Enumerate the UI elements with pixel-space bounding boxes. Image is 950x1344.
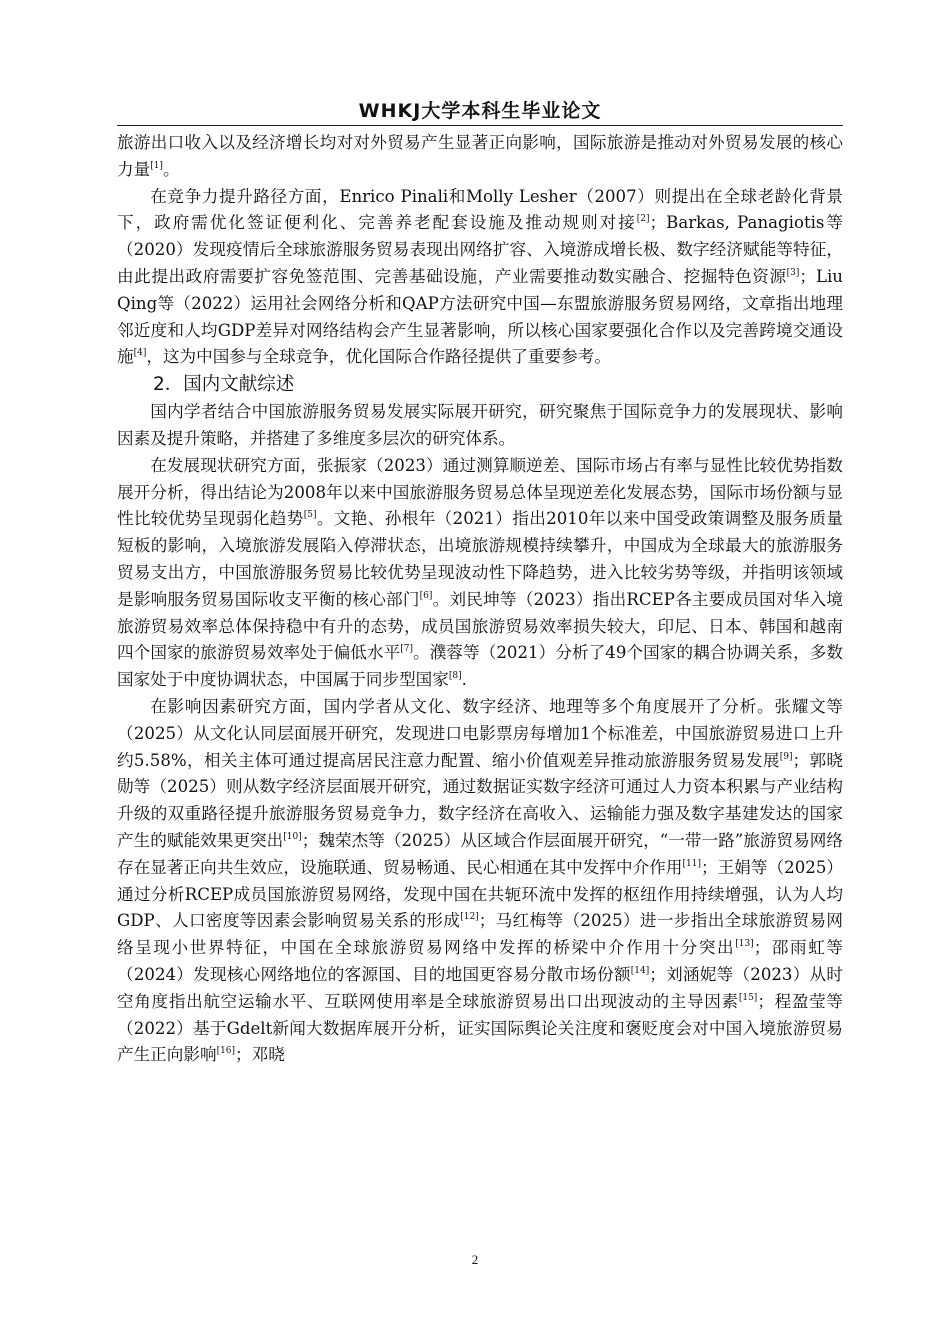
paragraph-text: ；邵雨虹等（2024）发现核心网络地位的客源国、目的地国更容易分散市场份额 [117,938,844,984]
paragraph-text: 。文艳、孙根年（2021）指出2010年以来中国受政策调整及服务质量短板的影响，入境旅游发展陷入停滞状态，出境旅游规模持续攀升，中国成为全球最大的旅游服务贸易支出方，中国旅游服务贸易比较优势呈现波动性下降趋势，进入比较劣势等级，并指明该领域是影响服务贸易国际收支平衡的核心部门 [117,509,843,609]
paragraph-text: ；程盈莹等（2022）基于Gdelt新闻大数据库展开分析，证实国际舆论关注度和褒贬度会对中国入境旅游贸易产生正向影响 [117,991,843,1065]
document-body [117,130,843,1069]
paragraph-3 [117,399,843,453]
page-header-title: WHKJ大学本科生毕业论文 [358,100,602,122]
paragraph-4 [117,453,843,694]
page-number: 2 [471,1252,479,1267]
section-heading: 2．国内文献综述 [153,374,295,396]
paragraph-text: ，这为中国参与全球竞争，优化国际合作路径提供了重要参考。 [146,347,611,367]
citation-ref: [7] [400,644,413,655]
citation-ref: [8] [448,671,462,682]
citation-ref: [16] [216,1046,236,1057]
paragraph-text: 。刘民坤等（2023）指出RCEP各主要成员国对华入境旅游贸易效率总体保持稳中有升的态势，成员国旅游贸易效率损失较大，印尼、日本、韩国和越南四个国家的旅游贸易效率处于偏低水平 [117,589,844,663]
citation-ref: [1] [150,160,163,171]
citation-ref: [13] [735,939,754,950]
paragraph-text: 国内学者结合中国旅游服务贸易发展实际展开研究，研究聚焦于国际竞争力的发展现状、影响因素及提升策略，并搭建了多维度多层次的研究体系。 [117,402,843,448]
paragraph-text: ；邓晓 [235,1045,285,1065]
paragraph-text: 。濮蓉等（2021）分析了49个国家的耦合协调关系，多数国家处于中度协调状态，中国属于同步型国家 [117,643,844,690]
paragraph-5 [117,694,843,1069]
paragraph-text: ；刘涵妮等（2023）从时空角度指出航空运输水平、互联网使用率是全球旅游贸易出口出现波动的主导因素 [117,964,843,1011]
citation-ref: [2] [636,214,650,225]
paragraph-text: ；郭晓勋等（2025）则从数字经济层面展开研究，通过数据证实数字经济可通过人力资本积累与产业结构升级的双重路径提升旅游服务贸易竞争力，数字经济在高收入、运输能力强及数字基建发达的国家产生的赋能效果更突出 [117,750,843,850]
citation-ref: [9] [779,751,793,762]
citation-ref: [5] [303,510,317,521]
paragraph-text: ；马红梅等（2025）进一步指出全球旅游贸易网络呈现小世界特征，中国在全球旅游贸易网络中发挥的桥梁中介作用十分突出 [117,911,843,958]
paragraph-text: . [461,670,467,690]
paragraph-text: 在发展现状研究方面，张振家（2023）通过测算顺逆差、国际市场占有率与显性比较优势指数展开分析，得出结论为2008年以来中国旅游服务贸易总体呈现逆差化发展态势，国际市场份额与显性比较优势呈现弱化趋势 [117,455,843,529]
citation-ref: [3] [786,267,800,278]
citation-ref: [11] [682,858,701,869]
citation-ref: [15] [738,992,758,1003]
paragraph-text: ；Liu Qing等（2022）运用社会网络分析和QAP方法研究中国—东盟旅游服务贸易网络，文章指出地理邻近度和人均GDP差异对网络结构会产生显著影响，所以核心国家要强化合作以及完善跨境交通设施 [117,266,843,367]
citation-ref: [6] [419,590,433,601]
paragraph-text: 在影响因素研究方面，国内学者从文化、数字经济、地理等多个角度展开了分析。张耀文等（2025）从文化认同层面展开研究，发现进口电影票房每增加1个标准差，中国旅游贸易进口上升约5.58%，相关主体可通过提高居民注意力配置、缩小价值观差异推动旅游服务贸易发展 [117,696,843,770]
header-rule [117,125,843,126]
paragraph-text: ；魏荣杰等（2025）从区域合作层面展开研究，“一带一路”旅游贸易网络存在显著正向共生效应，设施联通、贸易畅通、民心相通在其中发挥中介作用 [117,830,844,877]
citation-ref: [10] [283,831,302,842]
paragraph-2 [117,184,843,372]
citation-ref: [12] [460,912,479,923]
citation-ref: [4] [133,348,147,359]
paragraph-text: 。 [162,159,180,179]
citation-ref: [14] [630,965,650,976]
paragraph-1 [117,130,843,184]
paragraph-text: 在竞争力提升路径方面，Enrico Pinali和Molly Lesher（2007）则提出在全球老龄化背景下，政府需优化签证便利化、完善养老配套设施及推动规则对接 [117,186,843,233]
paragraph-text: ；Barkas, Panagiotis等（2020）发现疫情后全球旅游服务贸易表现出网络扩容、入境游成增长极、数字经济赋能等特征，由此提出政府需要扩容免签范围、完善基础设施，产业需要推动数实融合、挖掘特色资源 [117,213,843,286]
paragraph-text: 旅游出口收入以及经济增长均对对外贸易产生显著正向影响，国际旅游是推动对外贸易发展的核心力量 [117,133,843,179]
paragraph-text: ；王娟等（2025）通过分析RCEP成员国旅游贸易网络，发现中国在共轭环流中发挥的枢纽作用持续增强，认为人均GDP、人口密度等因素会影响贸易关系的形成 [117,857,844,931]
